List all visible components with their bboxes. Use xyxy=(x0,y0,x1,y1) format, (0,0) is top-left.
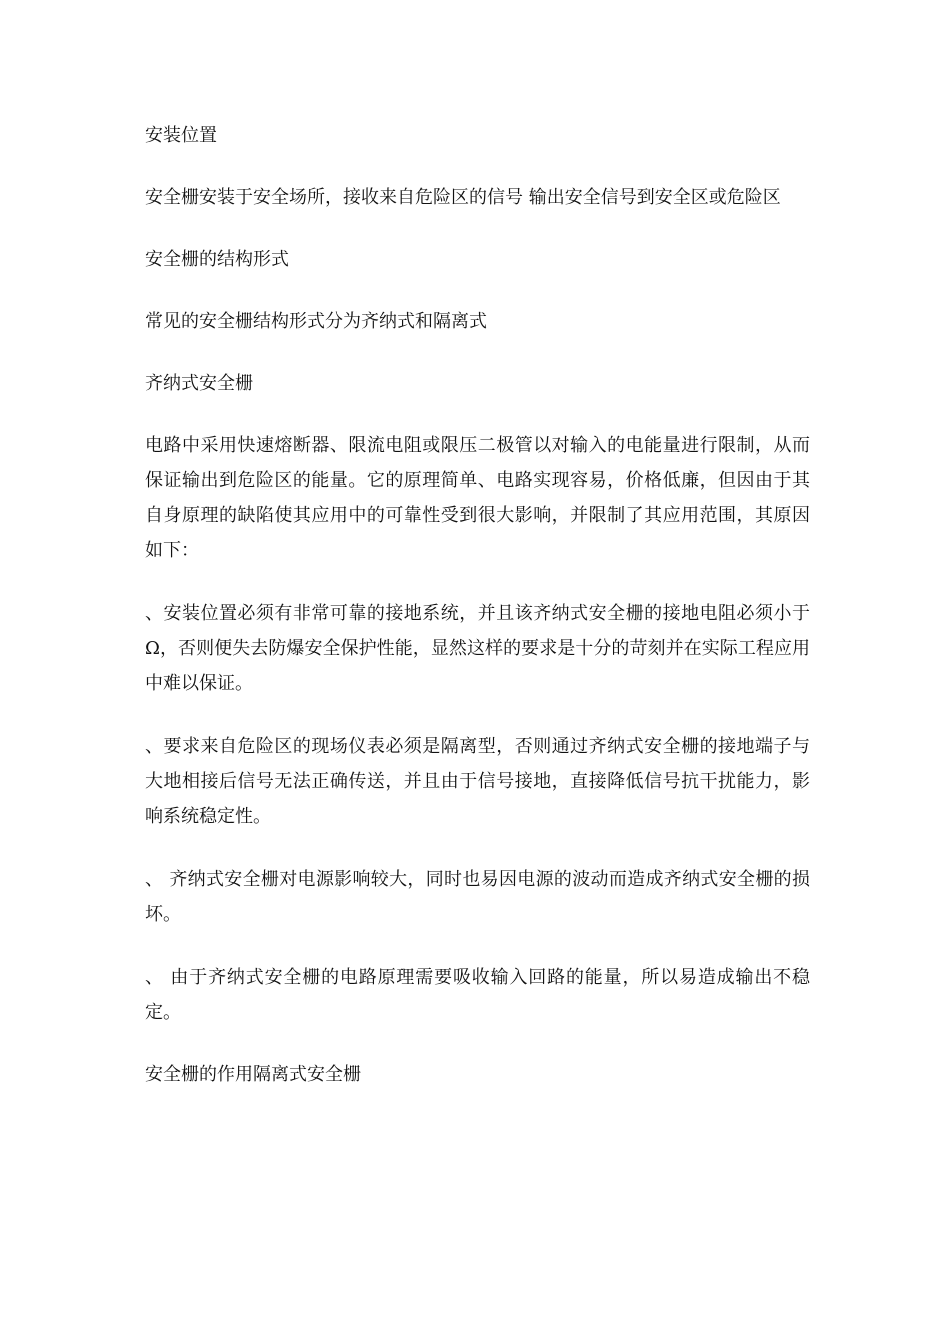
list-item-isolated-instruments: 、要求来自危险区的现场仪表必须是隔离型，否则通过齐纳式安全栅的接地端子与大地相接后信号无法正确传送，并且由于信号接地，直接降低信号抗干扰能力，影响系统稳定性。 xyxy=(145,736,810,827)
document-body xyxy=(145,118,810,1092)
heading-install-location: 安装位置 xyxy=(145,125,217,146)
heading-zener-barrier: 齐纳式安全栅 xyxy=(145,373,253,394)
paragraph-zener-description: 电路中采用快速熔断器、限流电阻或限压二极管以对输入的电能量进行限制，从而保证输出到危险区的能量。它的原理简单、电路实现容易，价格低廉，但因由于其自身原理的缺陷使其应用中的可靠性受到很大影响，并限制了其应用范围，其原因如下： xyxy=(145,435,810,561)
paragraph-structure-types: 常见的安全栅结构形式分为齐纳式和隔离式 xyxy=(145,311,487,332)
paragraph-install-description: 安全栅安装于安全场所，接收来自危险区的信号 输出安全信号到安全区或危险区 xyxy=(145,187,781,208)
heading-structure-forms: 安全栅的结构形式 xyxy=(145,249,289,270)
list-item-power-supply: 、 齐纳式安全栅对电源影响较大，同时也易因电源的波动而造成齐纳式安全栅的损坏。 xyxy=(145,869,810,925)
heading-isolated-barrier: 安全栅的作用隔离式安全栅 xyxy=(145,1064,361,1085)
list-item-grounding: 、安装位置必须有非常可靠的接地系统，并且该齐纳式安全栅的接地电阻必须小于 Ω，否则便失去防爆安全保护性能，显然这样的要求是十分的苛刻并在实际工程应用中难以保证。 xyxy=(145,603,810,694)
list-item-output-instability: 、 由于齐纳式安全栅的电路原理需要吸收输入回路的能量，所以易造成输出不稳定。 xyxy=(145,967,810,1023)
